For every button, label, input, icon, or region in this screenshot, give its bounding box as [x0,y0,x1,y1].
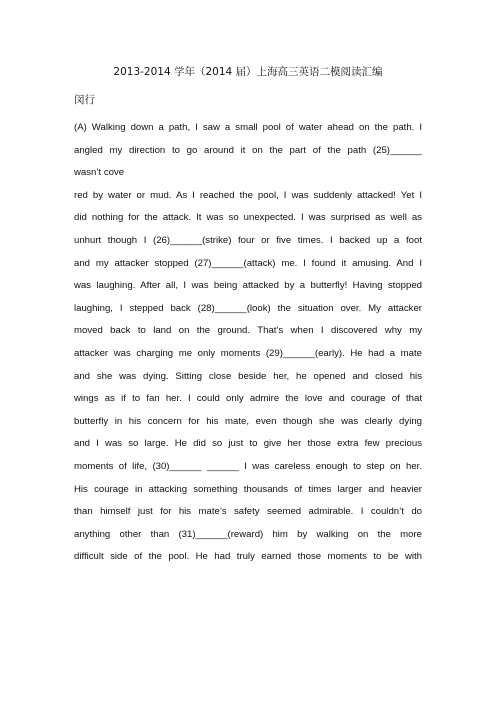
text-line: red by water or mud. As I reached the pool, I was suddenly attacked! Yet I [74,189,422,201]
text-line: anything other than (31)______(reward) him by walking on the more [74,528,422,540]
text-line: attacker was charging me only moments (29)______(early). He had a mate [74,347,422,359]
text-line: difficult side of the pool. He had truly earned those moments to be with [74,551,422,563]
text-line: His courage in attacking something thousands of times larger and heavier [74,483,422,495]
section-heading: 闵行 [74,94,95,106]
text-line: and my attacker stopped (27)______(attack) me. I found it amusing. And I [74,257,422,269]
text-line: (A) Walking down a path, I saw a small pool of water ahead on the path. I [74,122,422,133]
text-line: and I was so large. He did so just to give her those extra few precious [74,438,422,450]
text-line: butterfly in his concern for his mate, even though she was clearly dying [74,415,422,427]
text-line: than himself just for his mate’s safety seemed admirable. I couldn’t do [74,506,422,518]
passage-text [74,117,422,569]
text-line: moments of life, (30)______ ______ I was careless enough to step on her. [74,460,422,472]
text-line: wings as if to fan her. I could only admire the love and courage of that [74,393,422,405]
text-line: laughing, I stepped back (28)______(look) the situation over. My attacker [74,302,422,314]
text-line: and she was dying. Sitting close beside her, he opened and closed his [74,370,422,382]
text-line: did nothing for the attack. It was so unexpected. I was surprised as well as [74,212,422,224]
text-line: wasn’t cove [74,167,125,179]
text-line: angled my direction to go around it on the part of the path (25)______ [74,144,422,156]
text-line: was laughing. After all, I was being attacked by a butterfly! Having stopped [74,280,422,292]
document-title: 2013-2014 学年（2014 届）上海高三英语二模阅读汇编 [113,66,383,78]
text-line: unhurt though I (26)______(strike) four or five times. I backed up a foot [74,234,422,246]
text-line: moved back to land on the ground. That’s when I discovered why my [74,325,422,337]
